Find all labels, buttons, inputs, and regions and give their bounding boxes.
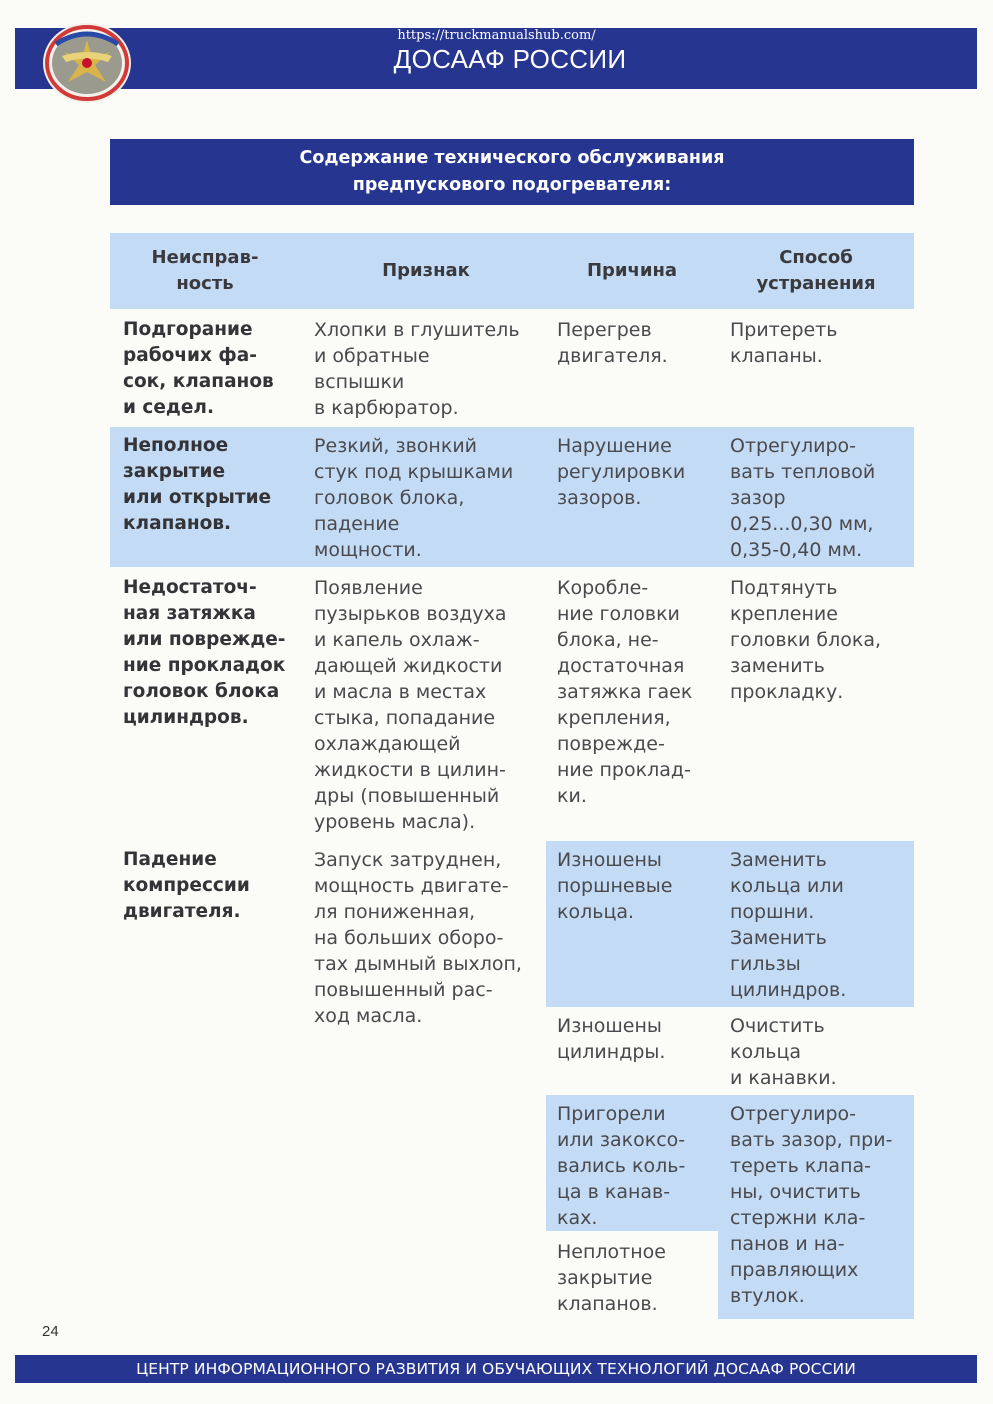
row-2-symptom: Резкий, звонкий стук под крышками головок блока, падение мощности.	[314, 435, 514, 561]
section-title-line-2: предпускового подогревателя:	[352, 175, 672, 195]
row-1-remedy: Притереть клапаны.	[730, 319, 838, 367]
row-2-fault: Неполное закрытие или открытие клапанов.	[123, 435, 272, 534]
row-3-fault: Недостаточ- ная затяжка или поврежде- ние прокладок головок блока цилиндров.	[123, 577, 286, 728]
row-4-symptom: Запуск затруднен, мощность двигате- ля пониженная, на больших оборо- тах дымный выхлоп, повышенный рас- ход масла.	[314, 849, 522, 1027]
row-1-fault: Подгорание рабочих фа- сок, клапанов и седел.	[123, 319, 274, 418]
page-number: 24	[42, 1323, 59, 1340]
row-4-remedy-2: Очистить кольца и канавки.	[730, 1015, 837, 1089]
row-4-cause-1: Изношены поршневые кольца.	[557, 849, 673, 923]
row-4-fault: Падение компрессии двигателя.	[123, 849, 250, 922]
column-header-fault: Неисправ- ность	[151, 247, 259, 294]
row-1-symptom: Хлопки в глушитель и обратные вспышки в карбюратор.	[314, 319, 520, 419]
column-header-cause: Причина	[586, 260, 678, 281]
org-name: ДОСААФ РОССИИ	[393, 44, 627, 74]
column-header-remedy: Способ устранения	[756, 247, 876, 294]
footer: ЦЕНТР ИНФОРМАЦИОННОГО РАЗВИТИЯ И ОБУЧАЮЩИХ ТЕХНОЛОГИЙ ДОСААФ РОССИИ	[15, 1355, 977, 1383]
row-4-cause-2: Изношены цилиндры.	[557, 1015, 666, 1063]
row-2-cause: Нарушение регулировки зазоров.	[557, 435, 686, 509]
row-4-remedy-1: Заменить кольца или поршни. Заменить гильзы цилиндров.	[730, 849, 847, 1001]
section-title	[110, 139, 914, 205]
row-2-remedy: Отрегулиро- вать тепловой зазор 0,25...0,30 мм, 0,35-0,40 мм.	[730, 435, 876, 561]
column-header-symptom: Признак	[382, 260, 470, 281]
row-3-remedy: Подтянуть крепление головки блока, заменить прокладку.	[730, 577, 882, 703]
section-title-line-1: Содержание технического обслуживания	[299, 148, 725, 168]
source-url[interactable]: https://truckmanualshub.com/	[397, 28, 596, 43]
row-4-cause-4: Неплотное закрытие клапанов.	[557, 1241, 666, 1315]
row-1-cause: Перегрев двигателя.	[557, 319, 668, 367]
row-3-cause: Коробле- ние головки блока, не- достаточная затяжка гаек крепления, поврежде- ние проклад- ки.	[557, 577, 693, 807]
row-4-remedy-3: Отрегулиро- вать зазор, при- тереть клапа- ны, очистить стержни кла- панов и на- правляющих втулок.	[730, 1103, 893, 1307]
row-4-cause-3: Пригорели или закоксо- вались коль- ца в канав- ках.	[557, 1103, 686, 1229]
row-3-symptom: Появление пузырьков воздуха и капель охлаж- дающей жидкости и масла в местах стыка, попадание охлаждающей жидкости в цилин- дры (повышенный уровень масла).	[314, 577, 507, 833]
